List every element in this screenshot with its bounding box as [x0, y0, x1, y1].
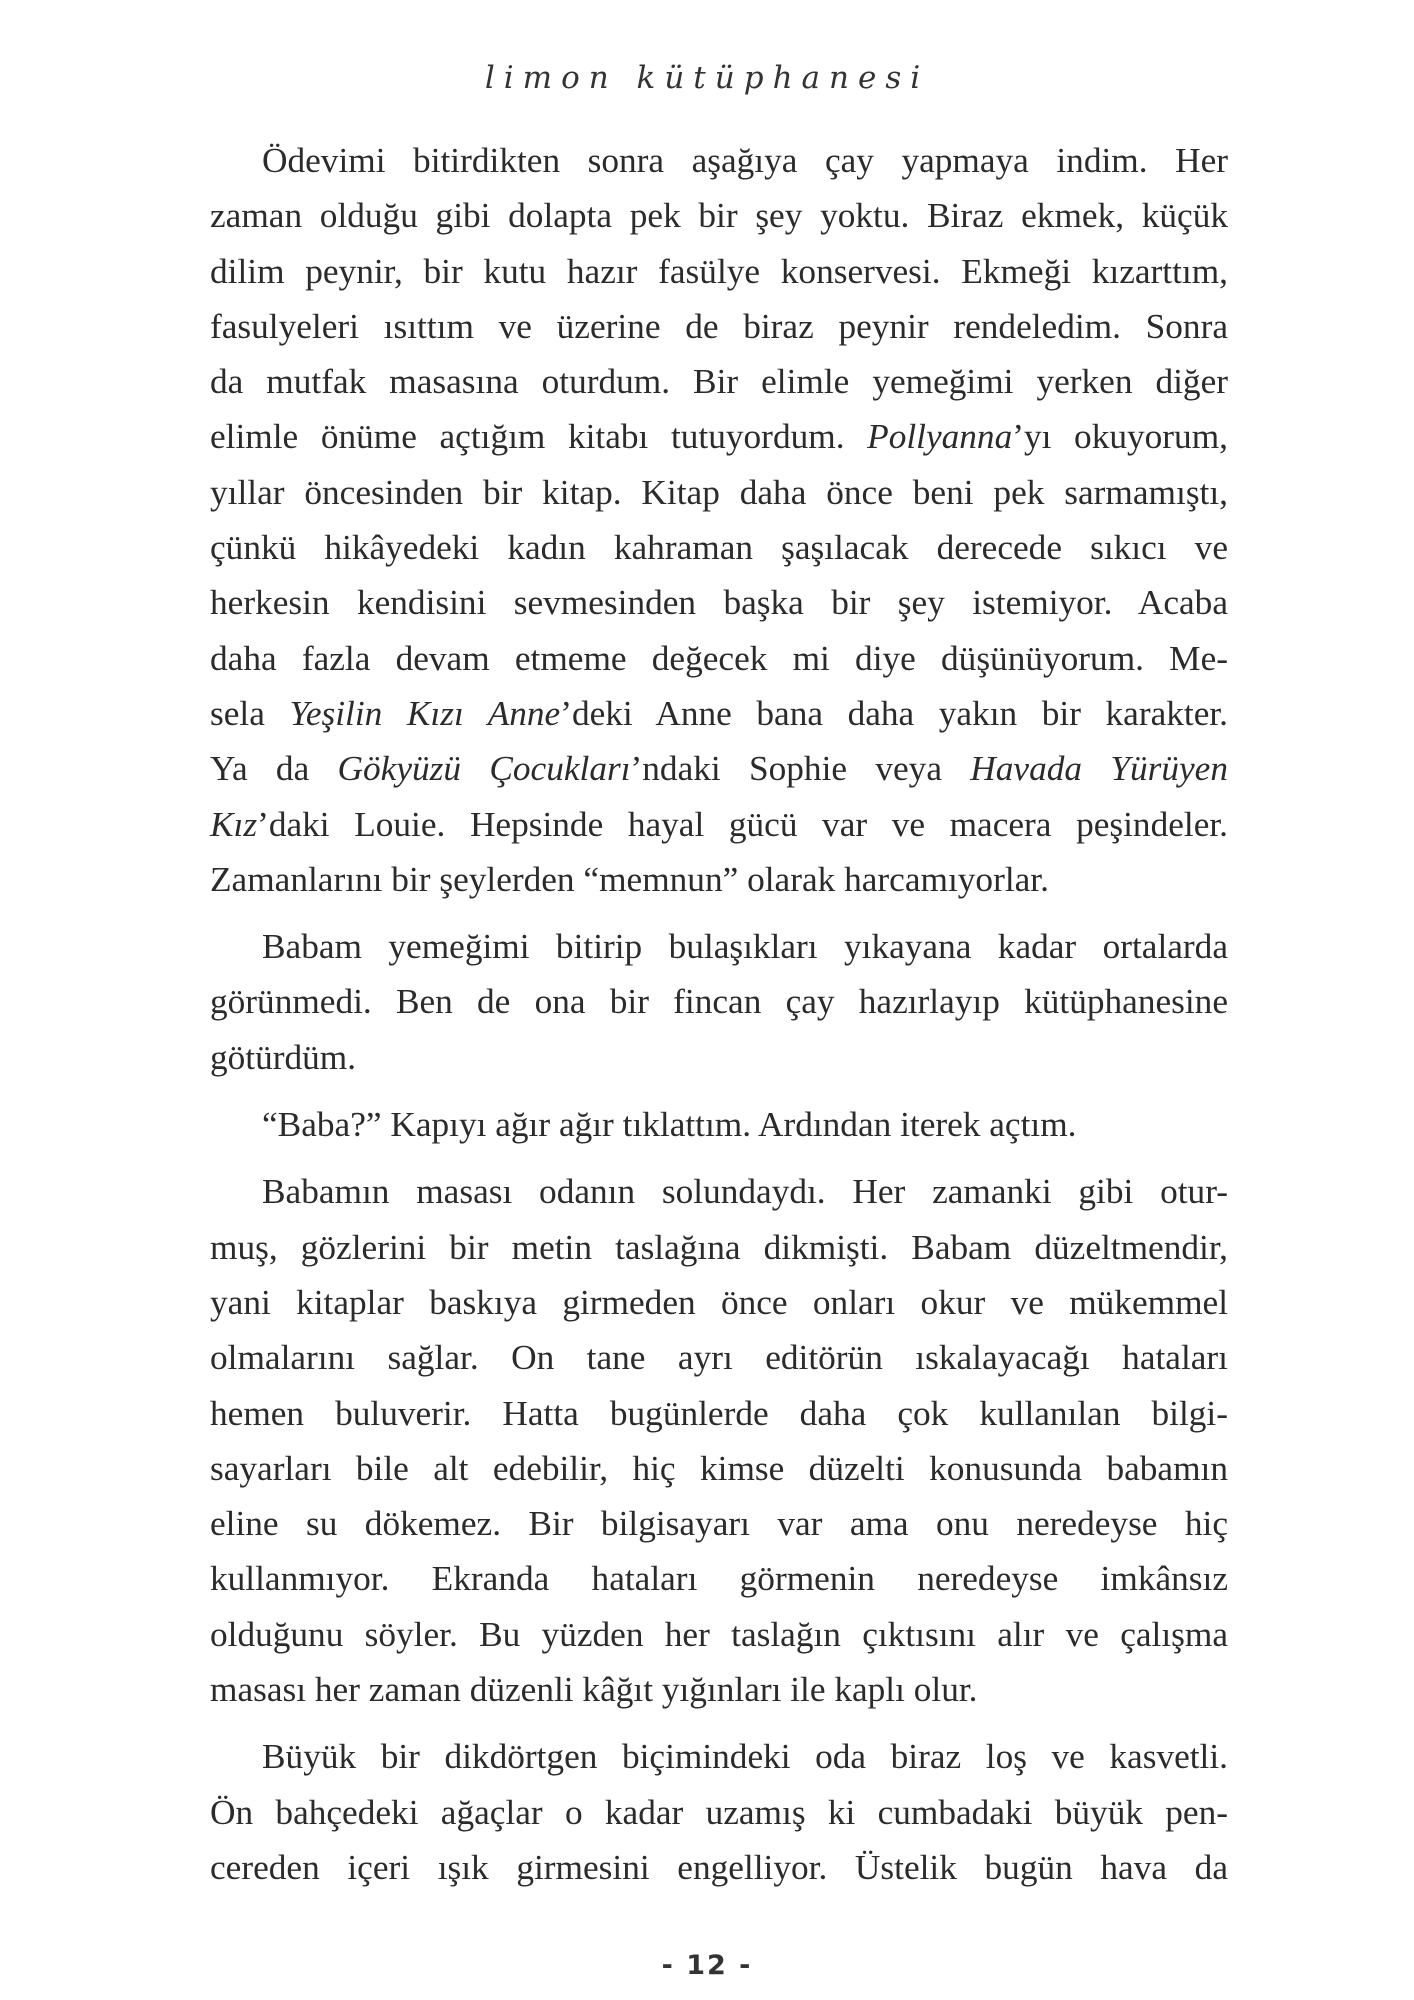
paragraph [210, 1729, 1228, 1895]
paragraph [210, 919, 1228, 1085]
body-text [210, 133, 1228, 1895]
text-run: fasulyeleri ısıttım ve üzerine de biraz peynir rendeledim. Sonra [210, 306, 1228, 346]
running-head: limon kütüphanesi [484, 60, 930, 96]
text-line [210, 919, 1228, 974]
text-line [210, 631, 1228, 686]
text-line [210, 1785, 1228, 1840]
paragraph [210, 133, 1228, 907]
text-run: cereden içeri ışık girmesini engelliyor. Üstelik bugün hava da [210, 1847, 1228, 1887]
text-run: “Baba?” Kapıyı ağır ağır tıklattım. Ardından iterek açtım. [262, 1105, 1077, 1145]
italic-title: Yeşilin Kızı Anne [289, 693, 561, 733]
page-number: - 12 - [661, 1950, 753, 1981]
text-line [210, 1275, 1228, 1330]
text-run: Büyük bir dikdörtgen biçimindeki oda biraz loş ve kasvetli. [262, 1737, 1228, 1777]
paragraph [210, 1164, 1228, 1717]
text-line [210, 1220, 1228, 1275]
text-line [210, 1662, 1228, 1717]
text-line [210, 244, 1228, 299]
text-run: olmalarını sağlar. On tane ayrı editörün ıskalayacağı hataları [210, 1338, 1228, 1378]
text-line [210, 1441, 1228, 1496]
italic-title: Pollyanna [867, 417, 1013, 457]
text-line [210, 354, 1228, 409]
text-run: hemen buluverir. Hatta bugünlerde daha çok kullanılan bilgi- [210, 1393, 1228, 1433]
text-run: zaman olduğu gibi dolapta pek bir şey yoktu. Biraz ekmek, küçük [210, 196, 1228, 236]
text-run: yani kitaplar baskıya girmeden önce onları okur ve mükemmel [210, 1282, 1228, 1322]
text-run: sayarları bile alt edebilir, hiç kimse düzelti konusunda babamın [210, 1448, 1228, 1488]
text-run: ’yı okuyorum, [1012, 417, 1228, 457]
text-line [210, 575, 1228, 630]
text-line [210, 686, 1228, 741]
text-run: ’deki Anne bana daha yakın bir karakter. [560, 693, 1228, 733]
text-run: herkesin kendisini sevmesinden başka bir şey istemiyor. Acaba [210, 583, 1228, 623]
text-run: çünkü hikâyedeki kadın kahraman şaşılacak derecede sıkıcı ve [210, 528, 1228, 568]
text-line [210, 1840, 1228, 1895]
text-run: götürdüm. [210, 1037, 357, 1077]
text-run: muş, gözlerini bir metin taslağına dikmişti. Babam düzeltmendir, [210, 1227, 1228, 1267]
text-run: Babamın masası odanın solundaydı. Her zamanki gibi otur- [262, 1172, 1228, 1212]
text-run: eline su dökemez. Bir bilgisayarı var ama onu neredeyse hiç [210, 1504, 1228, 1544]
text-run: sela [210, 693, 290, 733]
text-line [210, 1386, 1228, 1441]
text-line [210, 797, 1228, 852]
text-run: daha fazla devam etmeme değecek mi diye düşünüyorum. Me- [210, 638, 1228, 678]
text-line [210, 1496, 1228, 1551]
italic-title: Gökyüzü Çocukları [337, 749, 631, 789]
text-line [210, 1330, 1228, 1385]
text-run: görünmedi. Ben de ona bir fincan çay hazırlayıp kütüphanesine [210, 982, 1228, 1022]
text-run: Ön bahçedeki ağaçlar o kadar uzamış ki cumbadaki büyük pen- [210, 1792, 1228, 1832]
italic-title: Kız [210, 804, 258, 844]
text-run: yıllar öncesinden bir kitap. Kitap daha önce beni pek sarmamıştı, [210, 472, 1228, 512]
text-run: Zamanlarını bir şeylerden “memnun” olarak harcamıyorlar. [210, 859, 1049, 899]
paragraph [210, 1097, 1228, 1152]
text-line [210, 1551, 1228, 1606]
text-line [210, 1030, 1228, 1085]
text-line [210, 1607, 1228, 1662]
text-run: kullanmıyor. Ekranda hataları görmenin neredeyse imkânsız [210, 1559, 1228, 1599]
text-run: da mutfak masasına oturdum. Bir elimle yemeğimi yerken diğer [210, 362, 1228, 402]
text-line [210, 133, 1228, 188]
text-line [210, 974, 1228, 1029]
text-line [210, 741, 1228, 796]
text-run: elimle önüme açtığım kitabı tutuyordum. [210, 417, 868, 457]
text-line [210, 465, 1228, 520]
text-line [210, 852, 1228, 907]
text-run: Ödevimi bitirdikten sonra aşağıya çay yapmaya indim. Her [262, 141, 1228, 180]
text-line [210, 188, 1228, 243]
text-run: dilim peynir, bir kutu hazır fasülye konservesi. Ekmeği kızarttım, [210, 251, 1228, 291]
text-run: ’ndaki Sophie veya [630, 749, 971, 789]
text-line [210, 299, 1228, 354]
text-run: ’daki Louie. Hepsinde hayal gücü var ve macera peşindeler. [257, 804, 1228, 844]
text-line [210, 409, 1228, 464]
text-line [210, 1164, 1228, 1219]
text-run: masası her zaman düzenli kâğıt yığınları ile kaplı olur. [210, 1670, 978, 1710]
text-line [210, 520, 1228, 575]
text-run: olduğunu söyler. Bu yüzden her taslağın çıktısını alır ve çalışma [210, 1614, 1228, 1654]
italic-title: Havada Yürüyen [970, 749, 1228, 789]
text-run: Babam yemeğimi bitirip bulaşıkları yıkayana kadar ortalarda [262, 927, 1228, 967]
text-run: Ya da [210, 749, 338, 789]
text-line [210, 1097, 1228, 1152]
text-line [210, 1729, 1228, 1784]
